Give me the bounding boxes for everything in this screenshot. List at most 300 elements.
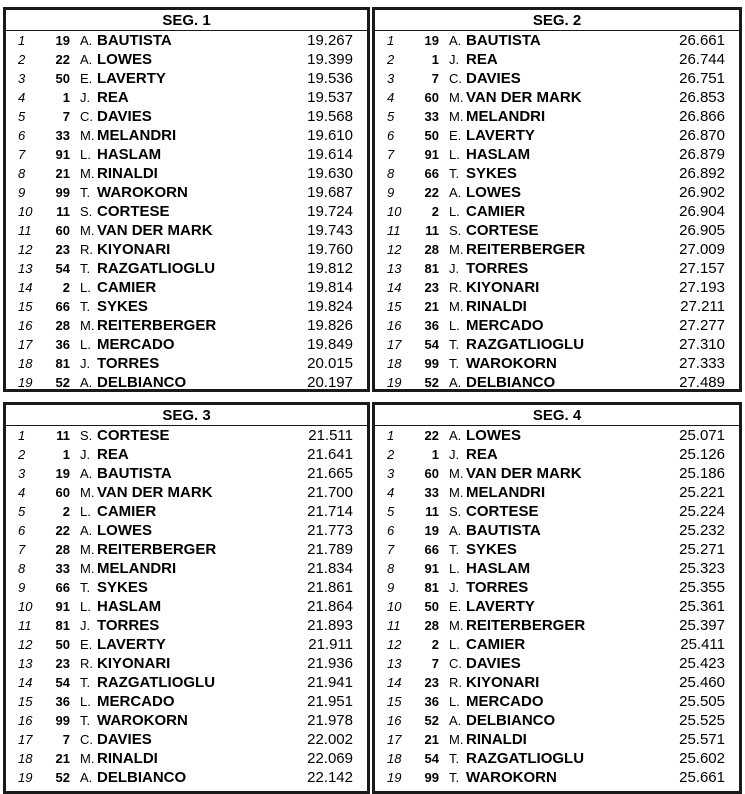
table-row	[6, 540, 367, 559]
table-row	[6, 464, 367, 483]
segment-time: 26.905	[679, 222, 725, 239]
segment-time: 21.834	[307, 560, 353, 577]
rider-number: 1	[62, 447, 70, 462]
rider-surname: BAUTISTA	[97, 32, 172, 49]
rider-number: 99	[55, 185, 70, 200]
rider-initial: A.	[449, 185, 462, 200]
rider-surname: RINALDI	[466, 731, 527, 748]
rider-initial: M.	[449, 732, 464, 747]
table-row	[375, 88, 739, 107]
segment-time: 27.489	[679, 374, 725, 391]
rider-initial: C.	[80, 732, 93, 747]
rider-initial: E.	[80, 71, 93, 86]
rider-surname: DAVIES	[466, 70, 521, 87]
segment-time: 21.789	[307, 541, 353, 558]
segment-time: 21.911	[308, 636, 353, 653]
rider-surname: DELBIANCO	[97, 374, 187, 391]
rider-surname: LAVERTY	[466, 598, 535, 615]
position-cell: 7	[18, 147, 26, 162]
rider-surname: DAVIES	[97, 108, 152, 125]
rider-number: 28	[55, 318, 70, 333]
rider-surname: BAUTISTA	[466, 522, 541, 539]
rider-initial: J.	[449, 261, 460, 276]
rider-surname: DAVIES	[97, 731, 152, 748]
segment-time: 27.310	[679, 336, 725, 353]
table-row	[6, 202, 367, 221]
rider-initial: L.	[449, 694, 460, 709]
table-row	[375, 145, 739, 164]
segment-time: 25.411	[680, 636, 725, 653]
rider-initial: J.	[80, 447, 91, 462]
rider-surname: CAMIER	[97, 503, 157, 520]
rider-number: 54	[424, 337, 439, 352]
rider-number: 19	[424, 523, 439, 538]
table-row	[375, 540, 739, 559]
rider-number: 23	[55, 656, 70, 671]
position-cell: 6	[387, 523, 395, 538]
position-cell: 12	[387, 637, 402, 652]
position-cell: 6	[18, 523, 26, 538]
rider-number: 50	[424, 599, 439, 614]
rider-surname: BAUTISTA	[97, 465, 172, 482]
table-row	[375, 711, 739, 730]
segment-time: 21.864	[307, 598, 353, 615]
segment-time: 25.355	[679, 579, 725, 596]
rider-initial: A.	[449, 713, 462, 728]
table-row	[375, 502, 739, 521]
rider-surname: HASLAM	[97, 146, 162, 163]
segment-time: 26.892	[679, 165, 725, 182]
rider-initial: C.	[449, 71, 462, 86]
table-row	[6, 278, 367, 297]
rider-surname: REA	[97, 446, 129, 463]
rider-surname: MELANDRI	[466, 108, 546, 125]
rider-initial: T.	[449, 770, 460, 785]
rider-number: 11	[425, 223, 439, 238]
segment-time: 21.714	[307, 503, 353, 520]
segment-time: 25.126	[679, 446, 725, 463]
table-row	[375, 464, 739, 483]
segment-time: 19.760	[307, 241, 353, 258]
segment-time: 27.157	[679, 260, 725, 277]
segment-time: 19.724	[307, 203, 353, 220]
position-cell: 18	[18, 356, 33, 371]
rider-surname: MERCADO	[466, 317, 544, 334]
table-row	[375, 635, 739, 654]
rider-initial: L.	[80, 280, 91, 295]
rider-surname: REA	[466, 51, 498, 68]
position-cell: 14	[387, 280, 402, 295]
table-row	[6, 373, 367, 392]
rider-surname: LAVERTY	[97, 70, 166, 87]
rider-initial: T.	[449, 356, 460, 371]
rider-surname: CAMIER	[466, 203, 526, 220]
rider-number: 21	[55, 751, 70, 766]
table-row	[6, 221, 367, 240]
rider-surname: DELBIANCO	[466, 374, 556, 391]
rider-surname: SYKES	[97, 579, 148, 596]
segment-time: 19.812	[307, 260, 353, 277]
rider-number: 2	[62, 504, 70, 519]
table-row	[375, 202, 739, 221]
table-row	[6, 521, 367, 540]
rider-surname: CORTESE	[97, 203, 170, 220]
position-cell: 5	[18, 504, 26, 519]
position-cell: 13	[18, 656, 33, 671]
rider-initial: A.	[80, 33, 93, 48]
position-cell: 4	[387, 90, 395, 105]
rider-surname: CORTESE	[466, 503, 539, 520]
rider-number: 28	[55, 542, 70, 557]
segment-time: 27.277	[679, 317, 725, 334]
rider-initial: M.	[449, 109, 464, 124]
table-row	[375, 559, 739, 578]
position-cell: 7	[387, 542, 395, 557]
rider-initial: C.	[449, 656, 462, 671]
segment-time: 19.537	[307, 89, 353, 106]
rider-number: 7	[62, 109, 70, 124]
table-row	[6, 673, 367, 692]
segment-time: 21.893	[307, 617, 353, 634]
segment-time: 21.641	[307, 446, 353, 463]
table-row	[375, 483, 739, 502]
position-cell: 3	[18, 466, 26, 481]
table-row	[375, 768, 739, 787]
rider-number: 1	[431, 447, 439, 462]
rider-number: 54	[55, 261, 70, 276]
rider-number: 21	[424, 732, 439, 747]
table-row	[6, 50, 367, 69]
rider-number: 19	[424, 33, 439, 48]
segment-time: 26.853	[679, 89, 725, 106]
rider-number: 7	[62, 732, 70, 747]
rider-surname: REA	[466, 446, 498, 463]
position-cell: 9	[387, 580, 395, 595]
table-row	[375, 69, 739, 88]
rider-surname: SYKES	[97, 298, 148, 315]
table-row	[6, 768, 367, 787]
rider-number: 52	[424, 375, 439, 390]
segment-rows	[6, 31, 367, 392]
segment-title: SEG. 3	[6, 405, 367, 426]
rider-surname: VAN DER MARK	[466, 465, 582, 482]
table-row	[6, 445, 367, 464]
rider-number: 7	[431, 71, 439, 86]
segment-title: SEG. 1	[6, 10, 367, 31]
rider-surname: RAZGATLIOGLU	[466, 336, 585, 353]
rider-surname: WAROKORN	[97, 712, 188, 729]
rider-surname: MERCADO	[97, 693, 175, 710]
position-cell: 2	[18, 447, 26, 462]
rider-number: 91	[55, 147, 70, 162]
position-cell: 7	[18, 542, 26, 557]
rider-surname: REITERBERGER	[97, 317, 217, 334]
rider-initial: J.	[80, 356, 91, 371]
rider-number: 36	[55, 337, 70, 352]
rider-surname: VAN DER MARK	[97, 222, 213, 239]
table-row	[6, 635, 367, 654]
rider-number: 66	[55, 580, 70, 595]
segment-time: 19.687	[307, 184, 353, 201]
position-cell: 3	[387, 71, 395, 86]
rider-initial: R.	[449, 280, 462, 295]
position-cell: 5	[387, 504, 395, 519]
rider-surname: DELBIANCO	[466, 712, 556, 729]
rider-number: 7	[431, 656, 439, 671]
rider-surname: LOWES	[466, 427, 521, 444]
segment-time: 25.602	[679, 750, 725, 767]
segment-time: 26.879	[679, 146, 725, 163]
rider-initial: R.	[80, 242, 93, 257]
table-row	[6, 259, 367, 278]
rider-initial: A.	[449, 375, 462, 390]
segment-time: 21.861	[307, 579, 353, 596]
rider-number: 99	[424, 356, 439, 371]
table-row	[6, 316, 367, 335]
segment-time: 25.071	[679, 427, 725, 444]
segment-time: 19.630	[307, 165, 353, 182]
rider-number: 50	[55, 637, 70, 652]
rider-number: 28	[424, 618, 439, 633]
table-row	[6, 183, 367, 202]
rider-number: 60	[424, 466, 439, 481]
position-cell: 17	[18, 732, 33, 747]
segment-rows	[6, 426, 367, 787]
position-cell: 11	[18, 223, 32, 238]
segment-time: 25.571	[679, 731, 725, 748]
segment-time: 25.361	[679, 598, 725, 615]
table-row	[375, 354, 739, 373]
rider-surname: SYKES	[466, 165, 517, 182]
rider-surname: LOWES	[466, 184, 521, 201]
rider-surname: KIYONARI	[97, 241, 171, 258]
table-row	[6, 107, 367, 126]
segment-time: 19.536	[307, 70, 353, 87]
table-row	[375, 50, 739, 69]
rider-surname: HASLAM	[466, 146, 531, 163]
table-row	[375, 335, 739, 354]
table-row	[6, 654, 367, 673]
rider-surname: BAUTISTA	[466, 32, 541, 49]
rider-initial: M.	[449, 299, 464, 314]
position-cell: 19	[18, 770, 33, 785]
position-cell: 16	[18, 713, 33, 728]
table-row	[6, 730, 367, 749]
table-row	[6, 145, 367, 164]
segment-time: 27.211	[680, 298, 725, 315]
rider-initial: M.	[80, 166, 95, 181]
rider-surname: TORRES	[97, 617, 160, 634]
rider-number: 91	[55, 599, 70, 614]
rider-number: 66	[424, 166, 439, 181]
position-cell: 13	[387, 261, 402, 276]
rider-surname: RINALDI	[97, 750, 158, 767]
rider-surname: SYKES	[466, 541, 517, 558]
position-cell: 6	[18, 128, 26, 143]
rider-number: 91	[424, 147, 439, 162]
rider-surname: CAMIER	[97, 279, 157, 296]
segment-rows	[375, 31, 739, 392]
rider-number: 36	[424, 694, 439, 709]
rider-initial: M.	[449, 242, 464, 257]
rider-number: 66	[424, 542, 439, 557]
rider-surname: REITERBERGER	[466, 241, 586, 258]
position-cell: 18	[387, 356, 402, 371]
rider-initial: C.	[80, 109, 93, 124]
position-cell: 12	[18, 637, 33, 652]
segment-time: 21.511	[308, 427, 353, 444]
rider-surname: WAROKORN	[466, 355, 557, 372]
position-cell: 11	[387, 618, 401, 633]
position-cell: 11	[18, 618, 32, 633]
rider-number: 52	[55, 770, 70, 785]
rider-number: 54	[55, 675, 70, 690]
rider-number: 1	[62, 90, 70, 105]
rider-surname: DAVIES	[466, 655, 521, 672]
rider-surname: RAZGATLIOGLU	[97, 674, 216, 691]
rider-initial: L.	[449, 147, 460, 162]
position-cell: 15	[387, 299, 402, 314]
rider-initial: S.	[449, 504, 462, 519]
rider-surname: REA	[97, 89, 129, 106]
segment-time: 21.978	[307, 712, 353, 729]
rider-surname: HASLAM	[97, 598, 162, 615]
table-row	[375, 445, 739, 464]
rider-surname: CAMIER	[466, 636, 526, 653]
rider-surname: TORRES	[97, 355, 160, 372]
rider-number: 23	[424, 675, 439, 690]
rider-number: 23	[424, 280, 439, 295]
rider-initial: M.	[80, 751, 95, 766]
rider-initial: J.	[449, 580, 460, 595]
segment-time: 19.824	[307, 298, 353, 315]
rider-surname: TORRES	[466, 579, 529, 596]
rider-number: 60	[424, 90, 439, 105]
segment-time: 20.197	[307, 374, 353, 391]
rider-surname: LAVERTY	[466, 127, 535, 144]
rider-surname: RAZGATLIOGLU	[97, 260, 216, 277]
position-cell: 1	[18, 33, 26, 48]
segment-time: 26.751	[679, 70, 725, 87]
rider-surname: MELANDRI	[97, 560, 177, 577]
table-row	[6, 483, 367, 502]
rider-number: 81	[424, 580, 439, 595]
rider-initial: T.	[449, 166, 460, 181]
position-cell: 10	[18, 204, 33, 219]
rider-surname: WAROKORN	[97, 184, 188, 201]
rider-initial: L.	[80, 147, 91, 162]
position-cell: 3	[18, 71, 26, 86]
rider-number: 60	[55, 223, 70, 238]
table-row	[6, 31, 367, 50]
rider-surname: CORTESE	[466, 222, 539, 239]
table-row	[6, 88, 367, 107]
segment-panel-3	[3, 402, 370, 794]
rider-number: 1	[431, 52, 439, 67]
segment-time: 25.271	[679, 541, 725, 558]
segment-time: 25.525	[679, 712, 725, 729]
rider-number: 52	[424, 713, 439, 728]
segment-time: 26.661	[679, 32, 725, 49]
rider-initial: A.	[80, 466, 93, 481]
rider-initial: L.	[449, 318, 460, 333]
rider-surname: MELANDRI	[466, 484, 546, 501]
rider-surname: KIYONARI	[97, 655, 171, 672]
rider-surname: REITERBERGER	[97, 541, 217, 558]
segment-time: 19.399	[307, 51, 353, 68]
rider-surname: KIYONARI	[466, 279, 540, 296]
rider-surname: KIYONARI	[466, 674, 540, 691]
rider-initial: M.	[449, 466, 464, 481]
table-row	[6, 297, 367, 316]
segment-title: SEG. 2	[375, 10, 739, 31]
rider-number: 36	[424, 318, 439, 333]
segment-time: 19.610	[307, 127, 353, 144]
segment-time: 22.002	[307, 731, 353, 748]
rider-initial: R.	[80, 656, 93, 671]
rider-initial: L.	[80, 504, 91, 519]
rider-initial: M.	[80, 485, 95, 500]
position-cell: 19	[387, 770, 402, 785]
rider-number: 99	[55, 713, 70, 728]
segment-time: 26.870	[679, 127, 725, 144]
table-row	[375, 278, 739, 297]
rider-initial: T.	[80, 261, 91, 276]
position-cell: 16	[387, 713, 402, 728]
rider-number: 54	[424, 751, 439, 766]
rider-number: 99	[424, 770, 439, 785]
rider-surname: RINALDI	[97, 165, 158, 182]
table-row	[375, 692, 739, 711]
rider-initial: T.	[449, 542, 460, 557]
table-row	[6, 502, 367, 521]
segment-time: 19.614	[307, 146, 353, 163]
rider-initial: L.	[80, 337, 91, 352]
segment-time: 21.700	[307, 484, 353, 501]
table-row	[375, 107, 739, 126]
table-row	[375, 316, 739, 335]
rider-number: 21	[55, 166, 70, 181]
position-cell: 17	[387, 732, 402, 747]
segment-time: 21.773	[307, 522, 353, 539]
rider-number: 50	[424, 128, 439, 143]
segment-time: 25.460	[679, 674, 725, 691]
position-cell: 14	[387, 675, 402, 690]
position-cell: 19	[387, 375, 402, 390]
rider-surname: MERCADO	[466, 693, 544, 710]
table-row	[375, 297, 739, 316]
rider-initial: J.	[80, 90, 91, 105]
position-cell: 1	[387, 33, 395, 48]
position-cell: 10	[387, 599, 402, 614]
table-row	[375, 616, 739, 635]
rider-initial: E.	[80, 637, 93, 652]
table-row	[6, 692, 367, 711]
segment-time: 22.069	[307, 750, 353, 767]
rider-surname: WAROKORN	[466, 769, 557, 786]
position-cell: 5	[18, 109, 26, 124]
table-row	[375, 654, 739, 673]
rider-initial: T.	[80, 580, 91, 595]
segment-time: 21.941	[307, 674, 353, 691]
rider-surname: HASLAM	[466, 560, 531, 577]
rider-initial: M.	[80, 561, 95, 576]
rider-initial: M.	[80, 128, 95, 143]
segment-time: 26.866	[679, 108, 725, 125]
rider-surname: MELANDRI	[97, 127, 177, 144]
rider-initial: R.	[449, 675, 462, 690]
rider-number: 22	[55, 52, 70, 67]
